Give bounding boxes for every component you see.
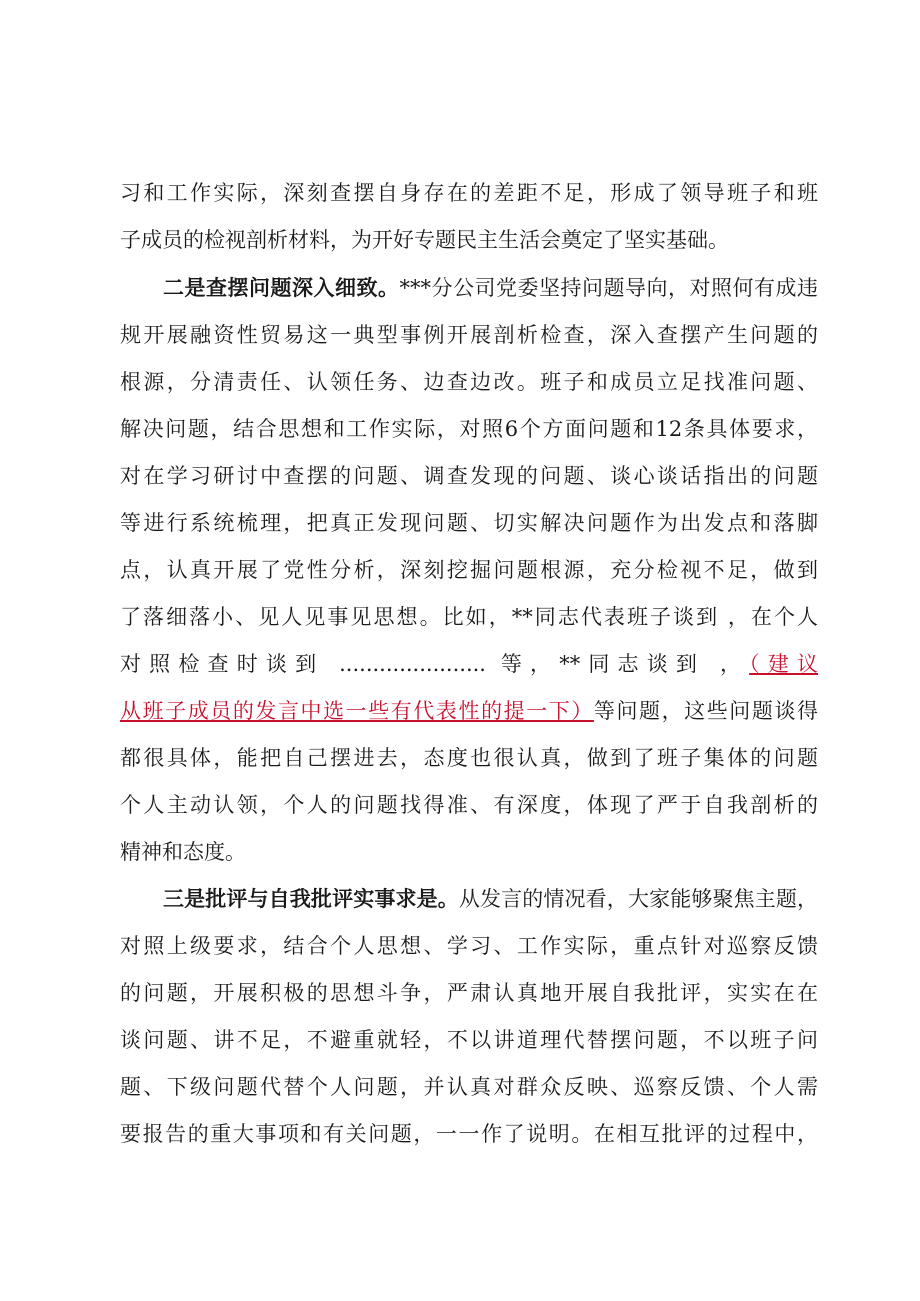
- para2-line-11: 都很具体，能把自己摆进去，态度也很认真，做到了班子集体的问题: [120, 746, 818, 770]
- para3-line-1-text: 从发言的情况看，大家能够聚焦主题，: [458, 887, 818, 911]
- para3-line-4: 谈问题、讲不足，不避重就轻，不以讲道理代替摆问题，不以班子问: [120, 1028, 818, 1052]
- para2-line-12: 个人主动认领，个人的问题找得准、有深度，体现了严于自我剖析的: [120, 793, 818, 817]
- para1-line-1: 习和工作实际，深刻查摆自身存在的差距不足，形成了领导班子和班: [120, 181, 818, 205]
- para2-line-1-text: ***分公司党委坚持问题导向，对照何有成违: [399, 276, 818, 300]
- para3-line-2: 对照上级要求，结合个人思想、学习、工作实际，重点针对巡察反馈: [120, 934, 818, 958]
- para2-line-9: [120, 649, 818, 679]
- para3-line-6: 要报告的重大事项和有关问题，一一作了说明。在相互批评的过程中，: [120, 1122, 818, 1146]
- para2-line-6: 等进行系统梳理，把真正发现问题、切实解决问题作为出发点和落脚: [120, 511, 818, 535]
- para3-line-3: 的问题，开展积极的思想斗争，严肃认真地开展自我批评，实实在在: [120, 981, 818, 1005]
- para1-line-2: 子成员的检视剖析材料，为开好专题民主生活会奠定了坚实基础。: [120, 228, 729, 252]
- para2-lead-heading: 二是查摆问题深入细致。: [163, 276, 400, 300]
- para2-line-3: 根源，分清责任、认领任务、边查边改。班子和成员立足找准问题、: [120, 370, 818, 394]
- para2-line-2: 规开展融资性贸易这一典型事例开展剖析检查，深入查摆产生问题的: [120, 323, 818, 347]
- para3-line-5: 题、下级问题代替个人问题，并认真对群众反映、巡察反馈、个人需: [120, 1075, 818, 1099]
- para2-line-10-text: 等问题，这些问题谈得: [593, 699, 818, 723]
- para2-line-1: [163, 273, 818, 303]
- suggestion-annotation-start: （建议: [749, 652, 818, 676]
- para2-line-5: 对在学习研讨中查摆的问题、调查发现的问题、谈心谈话指出的问题: [120, 464, 818, 488]
- para2-line-13: 精神和态度。: [120, 840, 246, 864]
- suggestion-annotation-end: 从班子成员的发言中选一些有代表性的提一下）: [120, 699, 594, 723]
- para2-line-10: [120, 696, 818, 726]
- para2-line-7: 点，认真开展了党性分析，深刻挖掘问题根源，充分检视不足，做到: [120, 558, 818, 582]
- para3-lead-heading: 三是批评与自我批评实事求是。: [163, 887, 459, 911]
- para3-line-1: [163, 884, 818, 914]
- para2-line-9-text: 对照检查时谈到 ...................... 等，**同志谈到 ，: [120, 652, 750, 676]
- para2-line-4: 解决问题，结合思想和工作实际，对照6个方面问题和12条具体要求，: [120, 417, 818, 441]
- para2-line-8: 了落细落小、见人见事见思想。比如，**同志代表班子谈到 ，在个人: [120, 605, 818, 629]
